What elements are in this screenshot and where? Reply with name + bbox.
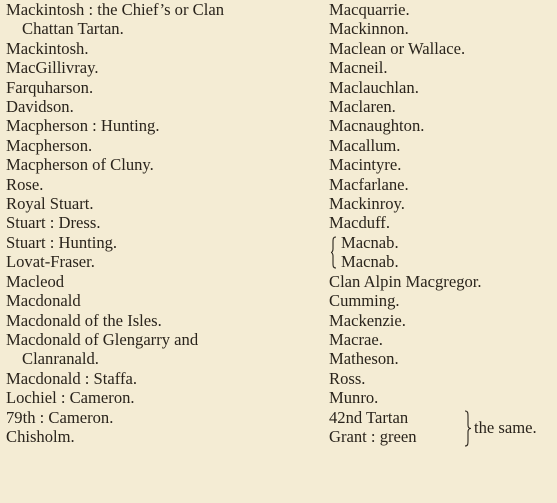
list-item: Farquharson.: [6, 77, 94, 97]
list-item: Macduff.: [329, 213, 390, 233]
list-item: Macnab.: [341, 252, 399, 272]
list-item: MacGillivray.: [6, 58, 99, 78]
right-curly-brace-icon: [464, 410, 472, 447]
list-item: Mackenzie.: [329, 310, 406, 330]
list-item: Mackinroy.: [329, 194, 405, 214]
list-item: Munro.: [329, 388, 379, 408]
list-item: Macpherson.: [6, 135, 93, 155]
same-note: the same.: [474, 417, 537, 437]
list-item-continuation: Clanranald.: [22, 349, 99, 369]
same-tartan-group: [329, 408, 555, 447]
list-item: Grant : green: [329, 426, 417, 446]
list-item: 79th : Cameron.: [6, 407, 114, 427]
macnab-bracket-group: [329, 233, 555, 272]
list-item: Maclauchlan.: [329, 77, 419, 97]
list-item: Macneil.: [329, 58, 388, 78]
list-item: Macintyre.: [329, 155, 402, 175]
list-item: Chisholm.: [6, 426, 75, 446]
list-item: Lochiel : Cameron.: [6, 388, 135, 408]
list-item: Macdonald : Staffa.: [6, 368, 138, 388]
left-curly-brace-icon: [330, 236, 337, 269]
list-item: Cumming.: [329, 291, 400, 311]
right-column: [329, 0, 555, 446]
list-item: Stuart : Dress.: [6, 213, 101, 233]
list-item: Clan Alpin Macgregor.: [329, 271, 482, 291]
list-item: Macpherson of Cluny.: [6, 155, 154, 175]
list-item: Lovat-Fraser.: [6, 252, 95, 272]
list-item: 42nd Tartan: [329, 407, 409, 427]
list-item: Rose.: [6, 174, 44, 194]
list-item: Macallum.: [329, 135, 401, 155]
list-item: Macdonald: [6, 291, 81, 311]
left-column: [6, 0, 326, 446]
list-item: Macnaughton.: [329, 116, 425, 136]
list-item: Macrae.: [329, 329, 383, 349]
list-item: Ross.: [329, 368, 366, 388]
list-item: Macnab.: [341, 232, 399, 252]
list-item: Matheson.: [329, 349, 399, 369]
list-item: Mackintosh.: [6, 38, 89, 58]
list-item: Macleod: [6, 271, 65, 291]
list-item: Mackinnon.: [329, 19, 409, 39]
list-item: Maclaren.: [329, 97, 396, 117]
list-item-continuation: Chattan Tartan.: [22, 19, 124, 39]
list-item: Maclean or Wallace.: [329, 38, 466, 58]
list-item: Davidson.: [6, 97, 74, 117]
list-item: Macdonald of Glengarry and: [6, 329, 199, 349]
list-item: Macdonald of the Isles.: [6, 310, 162, 330]
list-item: Macquarrie.: [329, 0, 410, 19]
list-item: Stuart : Hunting.: [6, 232, 118, 252]
list-item: Macfarlane.: [329, 174, 409, 194]
list-item: Mackintosh : the Chief’s or Clan: [6, 0, 224, 19]
list-item: Royal Stuart.: [6, 194, 94, 214]
list-item: Macpherson : Hunting.: [6, 116, 160, 136]
